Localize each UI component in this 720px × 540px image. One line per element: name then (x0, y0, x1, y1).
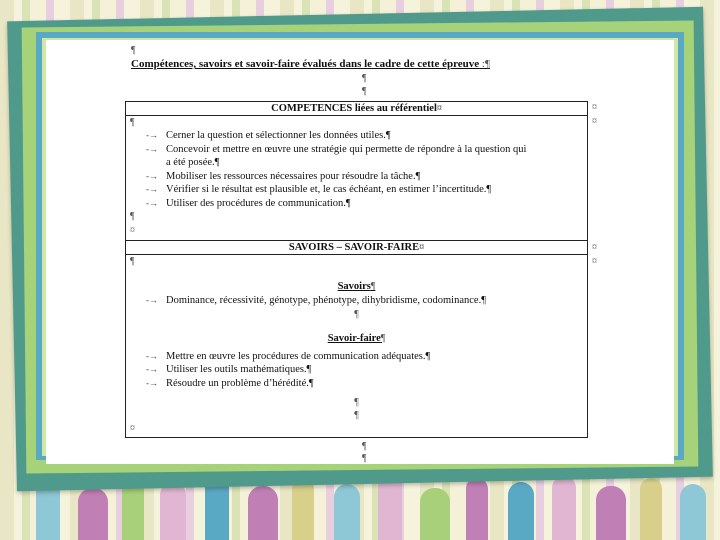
row-end-mark: ¤ (592, 102, 597, 113)
competences-header-text: COMPETENCES liées au référentiel (271, 103, 437, 114)
document-title (131, 58, 490, 70)
list-item: -→ Dominance, récessivité, génotype, phénotype, dihybridisme, codominance.¶ (146, 295, 486, 306)
paragraph-mark: ¶ (130, 256, 135, 267)
row-end-mark: ¤ (592, 242, 597, 253)
list-item: -→ Mobiliser les ressources nécessaires pour résoudre la tâche.¶ (146, 170, 421, 182)
document-title-text: Compétences, savoirs et savoir-faire évalués dans le cadre de cette épreuve (131, 58, 480, 70)
savoir-faire-list (126, 350, 587, 391)
competences-table (125, 101, 588, 438)
paragraph-mark: ¶ (354, 410, 359, 421)
list-item: -→ Cerner la question et sélectionner les données utiles.¶ (146, 130, 391, 141)
list-item: -→ Vérifier si le résultat est plausible et, le cas échéant, en estimer l’incertitude.¶ (146, 184, 492, 195)
row-end-mark: ¤ (592, 256, 597, 267)
paragraph-mark: ¶ (362, 86, 367, 97)
paragraph-mark: ¶ (362, 453, 367, 464)
cell-end-mark: ¤ (130, 423, 135, 434)
list-item: -→ Concevoir et mettre en œuvre une stratégie qui permette de répondre à la question qui (146, 143, 527, 155)
paragraph-mark: ¶ (354, 397, 359, 408)
savoirs-header-text: SAVOIRS – SAVOIR-FAIRE (288, 242, 420, 253)
paragraph-mark: ¶ (362, 73, 367, 84)
paragraph-mark: ¶ (131, 45, 136, 56)
competences-cell (126, 116, 588, 241)
list-item: -→ Utiliser les outils mathématiques.¶ (146, 364, 312, 375)
competences-header: COMPETENCES liées au référentiel¤ (126, 102, 588, 116)
savoirs-title: Savoirs¶ (337, 281, 376, 292)
cell-end-mark: ¤ (130, 225, 135, 236)
row-end-mark: ¤ (592, 116, 597, 127)
competences-list (126, 129, 587, 210)
list-item: -→ Mettre en œuvre les procédures de communication adéquates.¶ (146, 350, 431, 362)
document-title-suffix: :¶ (479, 58, 490, 70)
list-item: -→ Utiliser des procédures de communication.¶ (146, 197, 351, 209)
savoir-faire-title: Savoir-faire¶ (327, 332, 386, 344)
savoirs-header: SAVOIRS – SAVOIR-FAIRE¤ (126, 241, 588, 255)
paragraph-mark: ¶ (130, 211, 135, 222)
paragraph-mark: ¶ (130, 117, 135, 128)
savoirs-list (126, 294, 587, 308)
list-item: -→ Résoudre un problème d’hérédité.¶ (146, 377, 314, 389)
savoirs-cell (126, 255, 588, 438)
paragraph-mark: ¶ (354, 308, 359, 320)
list-item-continuation: a été posée.¶ (166, 157, 220, 168)
paragraph-mark: ¶ (362, 441, 367, 452)
